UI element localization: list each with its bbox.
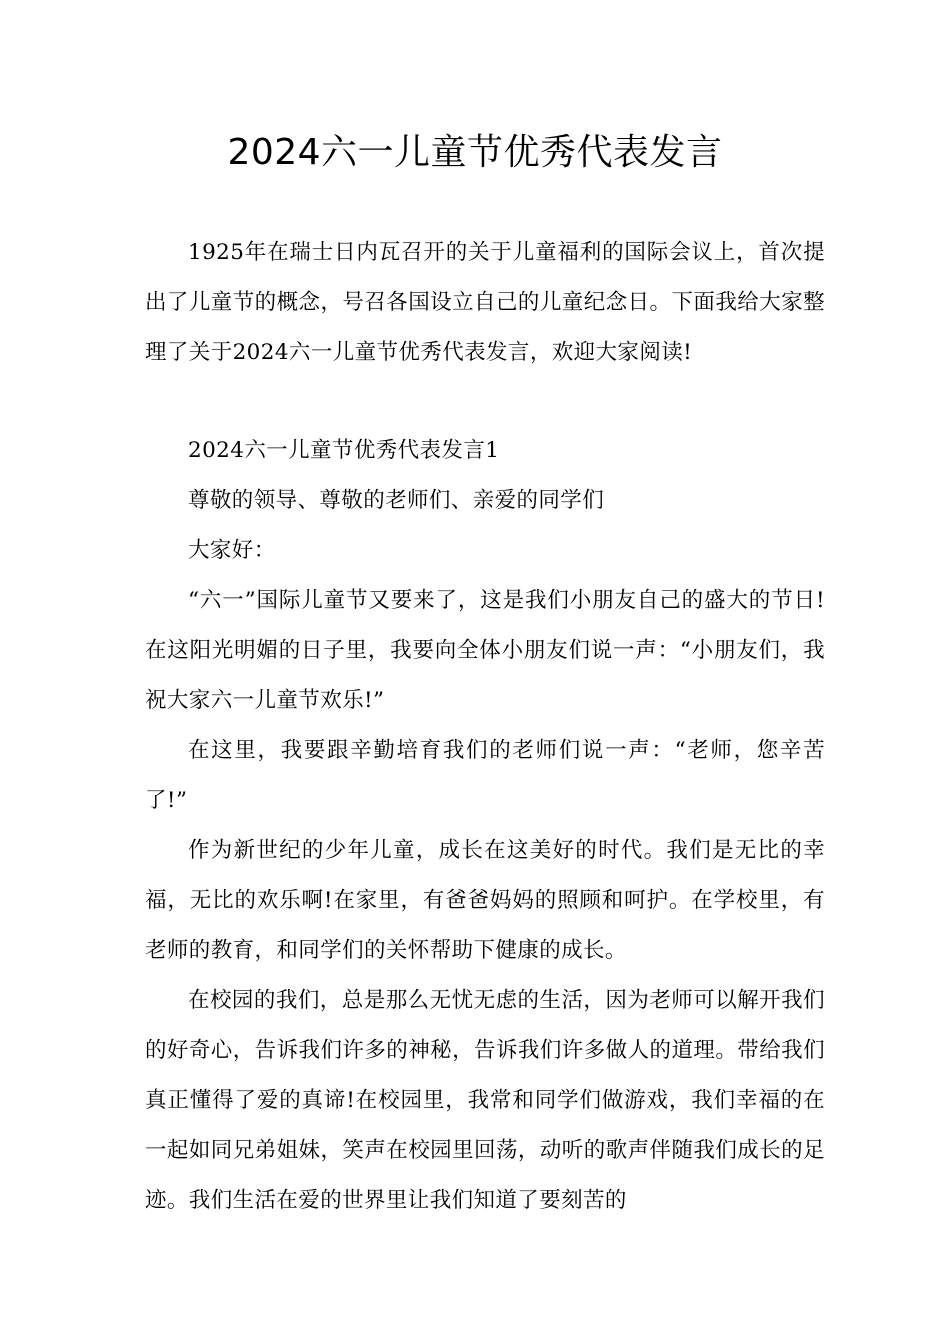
section-heading: 2024六一儿童节优秀代表发言1 [188, 438, 500, 463]
greeting: 大家好： [188, 538, 276, 563]
body-paragraph: 在校园的我们，总是那么无忧无虑的生活，因为老师可以解开我们的好奇心，告诉我们许多的神秘，告诉我们许多做人的道理。带给我们真正懂得了爱的真谛!在校园里，我常和同学们做游戏，我们幸福的在一起如同兄弟姐妹，笑声在校园里回荡，动听的歌声伴随我们成长的足迹。我们生活在爱的世界里让我们知道了要刻苦的 [145, 988, 825, 1213]
body-paragraph: 作为新世纪的少年儿童，成长在这美好的时代。我们是无比的幸福，无比的欢乐啊!在家里，有爸爸妈妈的照顾和呵护。在学校里，有老师的教育，和同学们的关怀帮助下健康的成长。 [145, 838, 825, 963]
speech-body [145, 426, 825, 1226]
intro-paragraph: 1925年在瑞士日内瓦召开的关于儿童福利的国际会议上，首次提出了儿童节的概念，号召各国设立自己的儿童纪念日。下面我给大家整理了关于2024六一儿童节优秀代表发言，欢迎大家阅读! [145, 240, 825, 365]
intro-section [145, 228, 825, 378]
document-title: 2024六一儿童节优秀代表发言 [227, 132, 723, 173]
body-paragraph: 在这里，我要跟辛勤培育我们的老师们说一声：“老师，您辛苦了!” [145, 738, 825, 813]
salutation: 尊敬的领导、尊敬的老师们、亲爱的同学们 [188, 488, 605, 513]
body-paragraph: “六一”国际儿童节又要来了，这是我们小朋友自己的盛大的节日!在这阳光明媚的日子里，我要向全体小朋友们说一声：“小朋友们，我祝大家六一儿童节欢乐!” [145, 588, 825, 713]
